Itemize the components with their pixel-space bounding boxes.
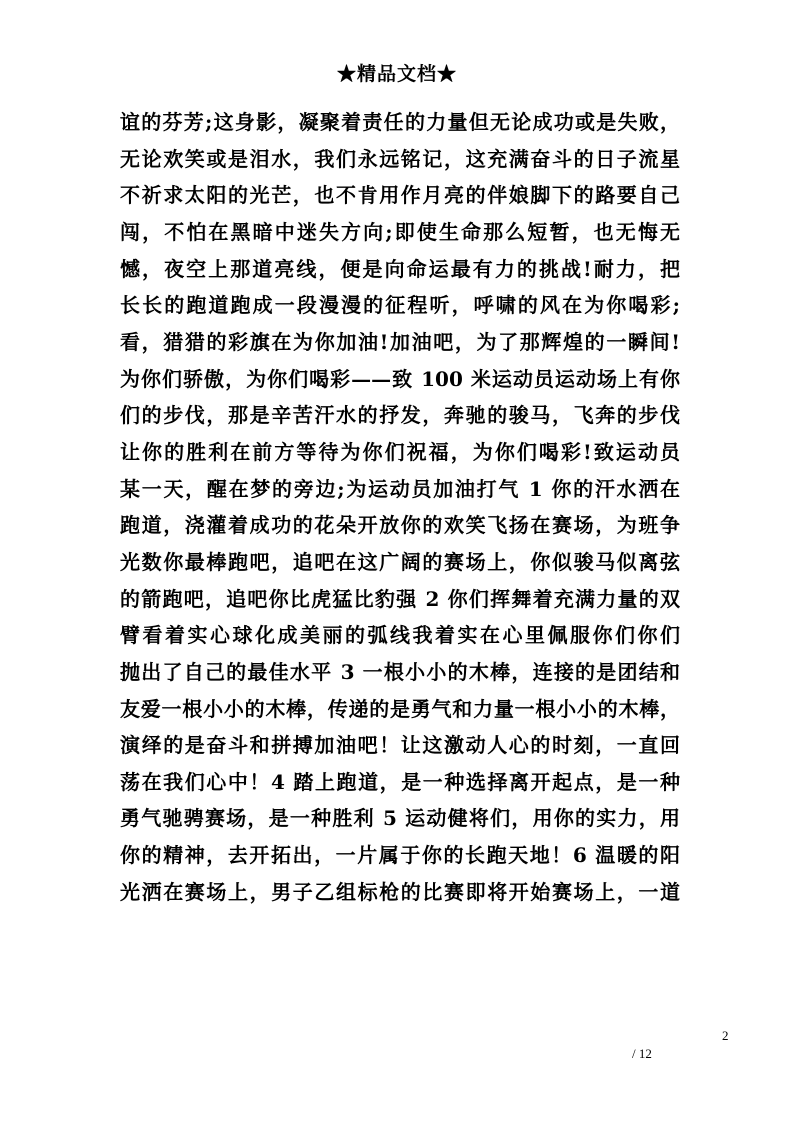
body-line: 臂看着实心球化成美丽的弧线我着实在心里佩服你们你们 — [120, 623, 680, 648]
body-line: 不祈求太阳的光芒，也不肯用作月亮的伴娘脚下的路要自己 — [120, 183, 680, 208]
body-line: 光洒在赛场上，男子乙组标枪的比赛即将开始赛场上，一道 — [120, 879, 680, 904]
body-line: 的箭跑吧，追吧你比虎猛比豹强 2 你们挥舞着充满力量的双 — [120, 586, 680, 611]
body-line: 光数你最棒跑吧，追吧在这广阔的赛场上，你似骏马似离弦 — [120, 549, 680, 574]
document-body — [120, 104, 680, 910]
page-total: / 12 — [632, 1046, 652, 1061]
body-line: 抛出了自己的最佳水平 3 一根小小的木棒，连接的是团结和 — [120, 659, 680, 684]
body-line: 友爱一根小小的木棒，传递的是勇气和力量一根小小的木棒， — [120, 696, 680, 721]
page-number: 2 — [722, 1028, 729, 1043]
body-line: 某一天，醒在梦的旁边;为运动员加油打气 1 你的汗水洒在 — [120, 476, 680, 501]
body-line: 看，猎猎的彩旗在为你加油!加油吧，为了那辉煌的一瞬间! — [120, 329, 680, 354]
body-line: 谊的芬芳;这身影，凝聚着责任的力量但无论成功或是失败， — [120, 110, 680, 134]
body-line: 闯，不怕在黑暗中迷失方向;即使生命那么短暂，也无悔无 — [120, 219, 680, 244]
document-header-title: ★精品文档★ — [336, 63, 457, 85]
body-line: 勇气驰骋赛场，是一种胜利 5 运动健将们，用你的实力，用 — [120, 806, 680, 831]
body-line: 们的步伐，那是辛苦汗水的抒发，奔驰的骏马，飞奔的步伐 — [120, 403, 680, 428]
body-line: 跑道，浇灌着成功的花朵开放你的欢笑飞扬在赛场，为班争 — [120, 513, 680, 538]
body-line: 长长的跑道跑成一段漫漫的征程听，呼啸的风在为你喝彩; — [120, 293, 680, 318]
body-line: 憾，夜空上那道亮线，便是向命运最有力的挑战!耐力，把 — [120, 256, 680, 281]
body-line: 荡在我们心中！4 踏上跑道，是一种选择离开起点，是一种 — [120, 769, 680, 794]
body-line: 为你们骄傲，为你们喝彩——致 100 米运动员运动场上有你 — [120, 366, 680, 391]
body-line: 无论欢笑或是泪水，我们永远铭记，这充满奋斗的日子流星 — [120, 146, 680, 171]
body-line: 演绎的是奋斗和拼搏加油吧！让这激动人心的时刻，一直回 — [120, 733, 680, 758]
body-line: 你的精神，去开拓出，一片属于你的长跑天地！6 温暖的阳 — [120, 843, 680, 868]
body-line: 让你的胜利在前方等待为你们祝福，为你们喝彩!致运动员 — [120, 439, 680, 464]
